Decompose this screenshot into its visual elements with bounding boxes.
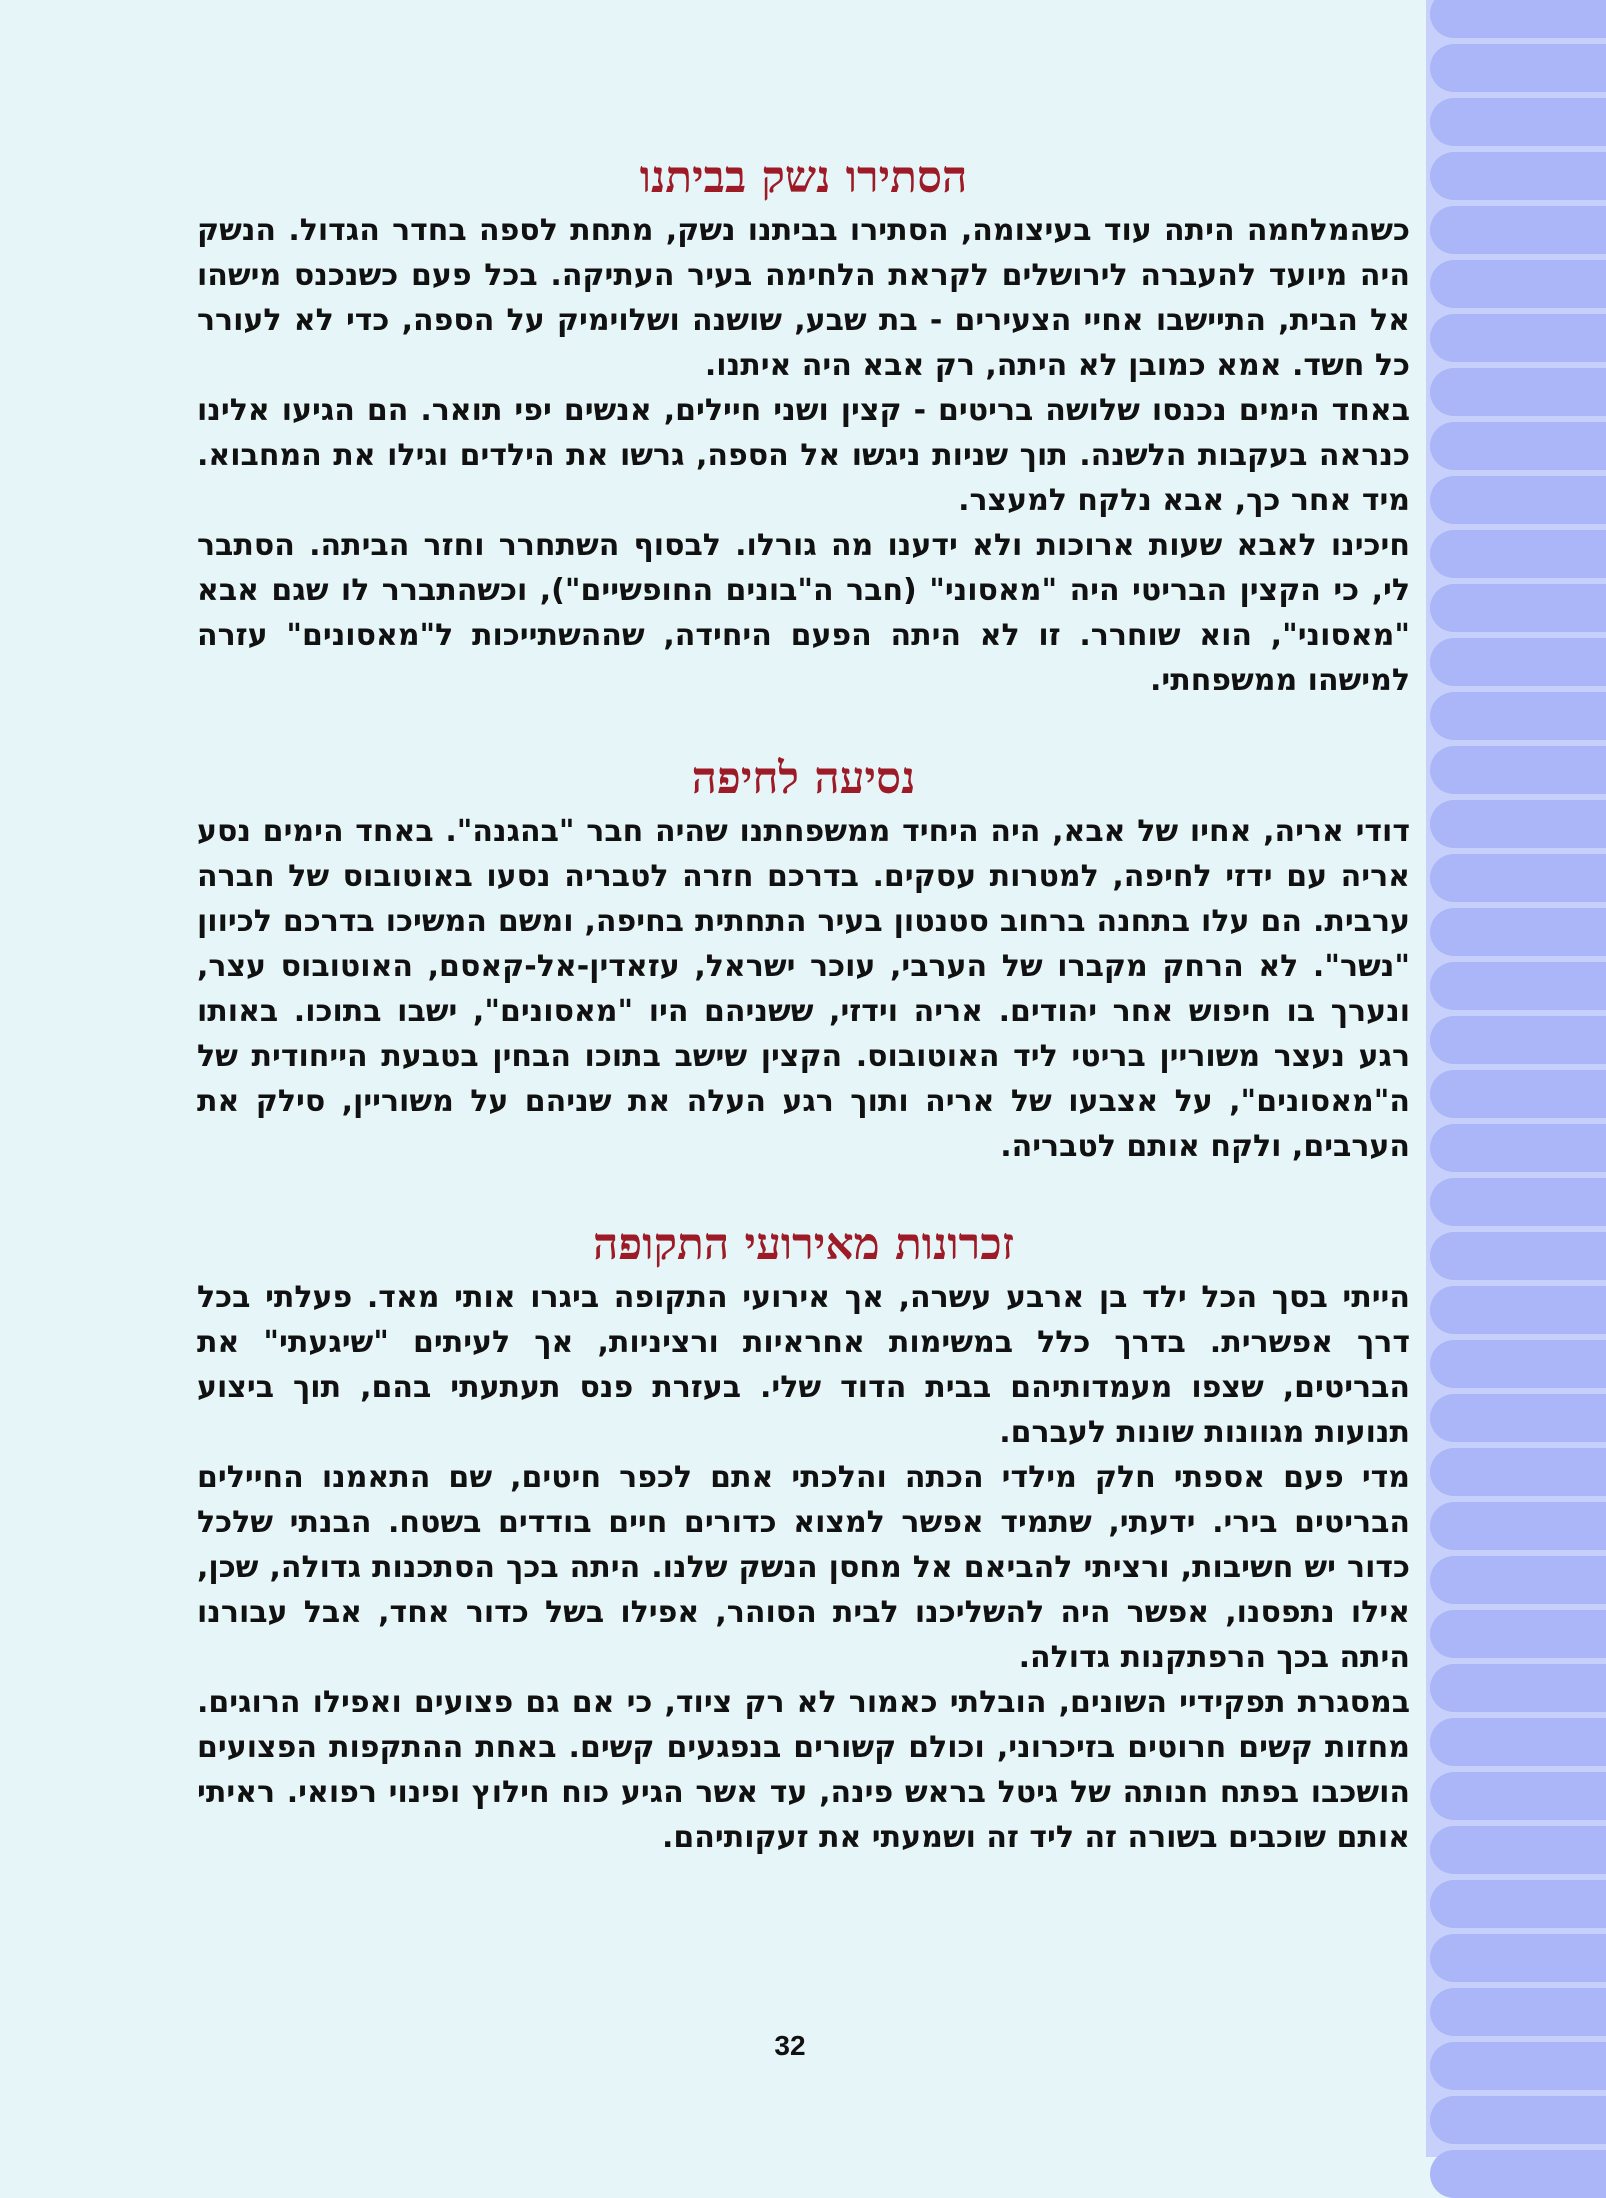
stripe-pill bbox=[1430, 1448, 1606, 1496]
stripe-pill bbox=[1430, 1016, 1606, 1064]
stripe-pill bbox=[1430, 1610, 1606, 1658]
stripe-pill bbox=[1430, 854, 1606, 902]
stripe-pill bbox=[1430, 1934, 1606, 1982]
stripe-pill bbox=[1430, 1394, 1606, 1442]
paragraph: מדי פעם אספתי חלק מילדי הכתה והלכתי אתם לכפר חיטים, שם התאמנו החיילים הבריטים בירי. ידעתי, שתמיד אפשר למצוא כדורים חיים בודדים בשטח. הבנתי שלכל כדור יש חשיבות, ורציתי להביאם אל מחסן הנשק שלנו. היתה בכך הסתכנות גדולה, שכן, אילו נתפסנו, אפשר היה להשליכנו לבית הסוהר, אפילו בשל כדור אחד, אבל עבורנו היתה בכך הרפתקנות גדולה. bbox=[197, 1460, 1410, 1675]
paragraph: דודי אריה, אחיו של אבא, היה היחיד ממשפחתנו שהיה חבר "בהגנה". באחד הימים נסע אריה עם ידזי לחיפה, למטרות עסקים. בדרכם חזרה לטבריה נסעו באוטובוס של חברה ערבית. הם עלו בתחנה ברחוב סטנטון בעיר התחתית בחיפה, ומשם המשיכו בדרכם לכיוון "נשר". לא הרחק מקברו של הערבי, עוכר ישראל, עזאדין-אל-קאסם, האוטובוס עצר, ונערך בו חיפוש אחר יהודים. אריה וידזי, ששניהם היו "מאסונים", ישבו בתוכו. באותו רגע נעצר משוריין בריטי ליד האוטובוס. הקצין שישב בתוכו הבחין בטבעת הייחודית של ה"מאסונים", על אצבעו של אריה ותוך רגע העלה את שניהם על משוריין, סילק את הערבים, ולקח אותם לטבריה. bbox=[197, 814, 1410, 1164]
stripe-pill bbox=[1430, 1718, 1606, 1766]
page-number: 32 bbox=[774, 2030, 806, 2061]
stripe-pill bbox=[1430, 422, 1606, 470]
stripe-pill bbox=[1430, 260, 1606, 308]
stripe-pill bbox=[1430, 1880, 1606, 1928]
decorative-stripe-band bbox=[1426, 0, 1606, 2157]
stripe-pill bbox=[1430, 1124, 1606, 1172]
stripe-pill bbox=[1430, 1340, 1606, 1388]
paragraph: חיכינו לאבא שעות ארוכות ולא ידענו מה גורלו. לבסוף השתחרר וחזר הביתה. הסתבר לי, כי הקצין הבריטי היה "מאסוני" (חבר ה"בונים החופשיים"), וכשהתברר לו שגם אבא "מאסוני", הוא שוחרר. זו לא היתה הפעם היחידה, שההשתייכות ל"מאסונים" עזרה למישהו ממשפחתי. bbox=[197, 528, 1410, 698]
stripe-pill bbox=[1430, 1826, 1606, 1874]
stripe-pill bbox=[1430, 152, 1606, 200]
stripe-pill bbox=[1430, 1502, 1606, 1550]
stripe-pill bbox=[1430, 476, 1606, 524]
stripe-pill bbox=[1430, 368, 1606, 416]
stripe-pill bbox=[1430, 1178, 1606, 1226]
section-title: נסיעה לחיפה bbox=[691, 753, 916, 804]
stripe-pill bbox=[1430, 1772, 1606, 1820]
stripe-pill bbox=[1430, 638, 1606, 686]
stripe-pill bbox=[1430, 1556, 1606, 1604]
stripe-pill bbox=[1430, 1070, 1606, 1118]
section-hidden-weapons bbox=[197, 150, 1410, 703]
stripe-pill bbox=[1430, 800, 1606, 848]
stripe-pill bbox=[1430, 1286, 1606, 1334]
stripe-pill bbox=[1430, 98, 1606, 146]
section-memories-of-the-period bbox=[197, 1217, 1410, 1860]
paragraph: כשהמלחמה היתה עוד בעיצומה, הסתירו בביתנו נשק, מתחת לספה בחדר הגדול. הנשק היה מיועד להעברה לירושלים לקראת הלחימה בעיר העתיקה. בכל פעם כשנכנס מישהו אל הבית, התיישבו אחיי הצעירים - בת שבע, שושנה ושלוימיק על הספה, כדי לא לעורר כל חשד. אמא כמובן לא היתה, רק אבא היה איתנו. bbox=[197, 213, 1410, 383]
stripe-pill bbox=[1430, 2150, 1606, 2198]
stripe-pill bbox=[1430, 1664, 1606, 1712]
stripe-pill bbox=[1430, 530, 1606, 578]
stripe-pill bbox=[1430, 2042, 1606, 2090]
section-title: זכרונות מאירועי התקופה bbox=[592, 1219, 1015, 1270]
section-title: הסתירו נשק בביתנו bbox=[639, 152, 968, 203]
stripe-pill bbox=[1430, 206, 1606, 254]
paragraph: באחד הימים נכנסו שלושה בריטים - קצין ושני חיילים, אנשים יפי תואר. הם הגיעו אלינו כנראה בעקבות הלשנה. תוך שניות ניגשו אל הספה, גרשו את הילדים וגילו את המחבוא. מיד אחר כך, אבא נלקח למעצר. bbox=[197, 393, 1410, 518]
stripe-pill bbox=[1430, 584, 1606, 632]
section-trip-to-haifa bbox=[197, 751, 1410, 1169]
stripe-pill bbox=[1430, 314, 1606, 362]
stripe-pill bbox=[1430, 746, 1606, 794]
stripe-pill bbox=[1430, 1988, 1606, 2036]
stripe-pill bbox=[1430, 692, 1606, 740]
page-content bbox=[197, 150, 1410, 1860]
stripe-pill bbox=[1430, 962, 1606, 1010]
stripe-pill bbox=[1430, 1232, 1606, 1280]
stripe-pill bbox=[1430, 2096, 1606, 2144]
paragraph: במסגרת תפקידיי השונים, הובלתי כאמור לא רק ציוד, כי אם גם פצועים ואפילו הרוגים. מחזות קשים חרוטים בזיכרוני, וכולם קשורים בנפגעים קשים. באחת ההתקפות הפצועים הושכבו בפתח חנותה של גיטל בראש פינה, עד אשר הגיע כוח חילוץ ופינוי רפואי. ראיתי אותם שוכבים בשורה זה ליד זה ושמעתי את זעקותיהם. bbox=[197, 1685, 1410, 1855]
stripe-pill bbox=[1430, 0, 1606, 38]
paragraph: הייתי בסך הכל ילד בן ארבע עשרה, אך אירועי התקופה ביגרו אותי מאד. פעלתי בכל דרך אפשרית. בדרך כלל במשימות אחראיות ורציניות, אך לעיתים "שיגעתי" את הבריטים, שצפו מעמדותיהם בבית הדוד שלי. בעזרת פנס תעתעתי בהם, תוך ביצוע תנועות מגוונות שונות לעברם. bbox=[197, 1280, 1410, 1450]
stripe-pill bbox=[1430, 908, 1606, 956]
stripe-pill bbox=[1430, 44, 1606, 92]
